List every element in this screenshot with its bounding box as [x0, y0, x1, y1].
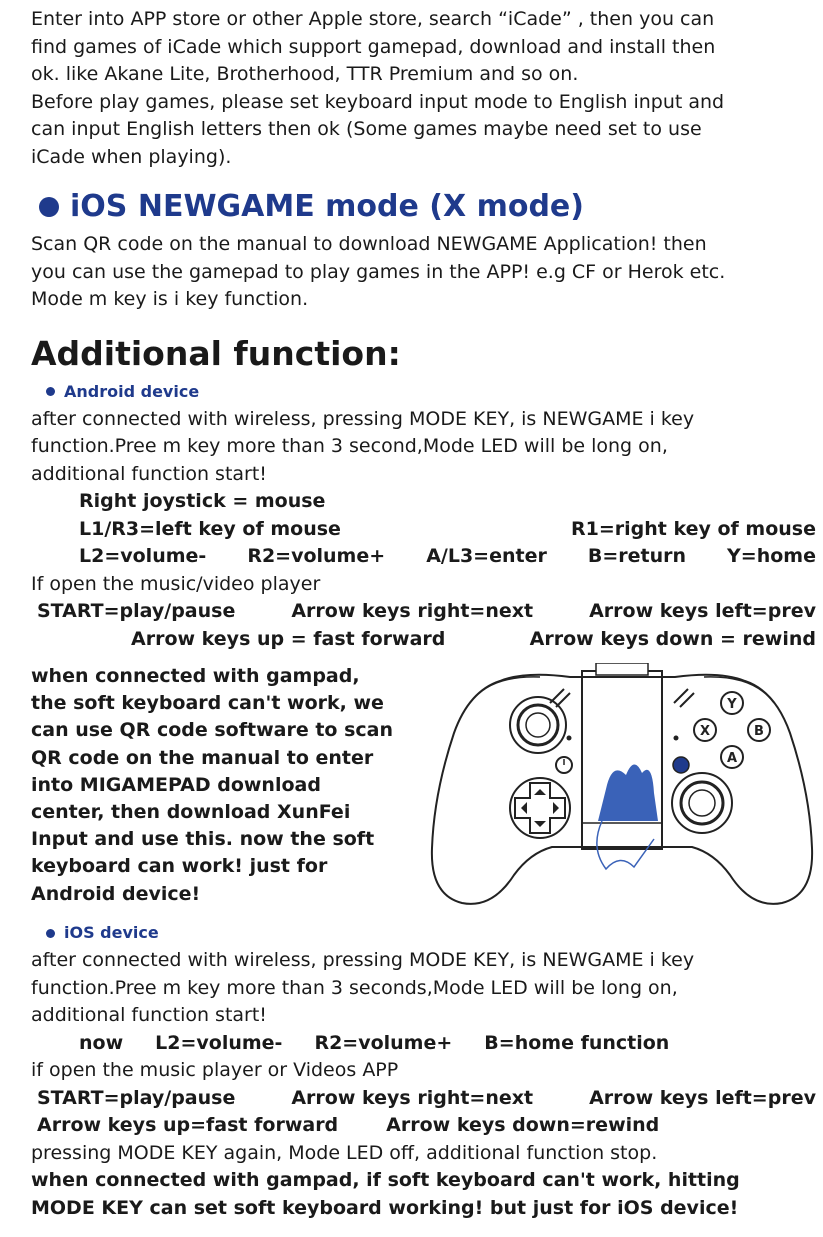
l2-mapping: L2=volume-: [79, 545, 207, 567]
ios-mode-paragraph: [31, 231, 816, 314]
ios-l2-mapping: L2=volume-: [155, 1031, 283, 1054]
right-indicator-icon: [674, 689, 694, 707]
button-b-label: B: [754, 724, 764, 739]
ios-r2-mapping: R2=volume+: [314, 1031, 453, 1054]
android-player-row-2: [31, 626, 816, 654]
keyboard-note-line: into MIGAMEPAD download: [31, 773, 321, 796]
gamepad-icon: [430, 663, 815, 908]
ios-arrow-left-mapping: Arrow keys left=prev: [589, 1086, 816, 1109]
left-indicator-icon: [550, 689, 570, 707]
r2-mapping: R2=volume+: [247, 545, 386, 567]
arrow-right-mapping: Arrow keys right=next: [291, 600, 534, 622]
ios-mode-line: Scan QR code on the manual to download NEWGAME Application! then: [31, 233, 707, 255]
ios-line: function.Pree m key more than 3 seconds,Mode LED will be long on,: [31, 976, 678, 999]
android-line: after connected with wireless, pressing MODE KEY, is NEWGAME i key: [31, 407, 695, 430]
arrow-up-mapping: Arrow keys up = fast forward: [131, 627, 446, 650]
volume-mapping-row: [31, 543, 816, 571]
ios-player-note: if open the music player or Videos APP: [31, 1059, 399, 1081]
intro-line: can input English letters then ok (Some games maybe need set to use: [31, 118, 702, 140]
android-line: additional function start!: [31, 462, 267, 485]
arrow-left-mapping: Arrow keys left=prev: [589, 600, 816, 622]
ios-mode-line: you can use the gamepad to play games in the APP! e.g CF or Herok etc.: [31, 260, 726, 283]
ios-arrow-up-mapping: Arrow keys up=fast forward: [37, 1114, 339, 1136]
intro-line: find games of iCade which support gamepad, download and install then: [31, 35, 716, 58]
right-joystick-center: [689, 790, 715, 816]
manual-page: [31, 6, 816, 1222]
start-mapping: START=play/pause: [37, 600, 236, 622]
keyboard-note-line: center, then download XunFei: [31, 801, 351, 824]
b-mapping: B=return: [587, 545, 687, 567]
intro-line: Before play games, please set keyboard input mode to English input and: [31, 90, 725, 113]
keyboard-note-line: can use QR code software to scan: [31, 719, 394, 742]
ios-player-row: [31, 1085, 816, 1113]
ios-volume-row: [31, 1030, 816, 1058]
ios-mode-heading: [31, 189, 816, 225]
intro-line: ok. like Akane Lite, Brotherhood, TTR Premium and so on.: [31, 63, 579, 85]
android-paragraph: [31, 406, 816, 489]
mode-button: [673, 757, 689, 773]
y-mapping: Y=home: [727, 545, 816, 567]
button-y-label: Y: [727, 697, 737, 712]
dpad-arrows-icon: [521, 789, 559, 827]
controller-illustration: [421, 663, 816, 913]
hand-outline: [597, 821, 654, 869]
ios-arrow-down-mapping: Arrow keys down=rewind: [386, 1114, 660, 1136]
additional-function-heading: Additional function:: [31, 333, 401, 373]
arrow-down-mapping: Arrow keys down = rewind: [529, 627, 816, 650]
bullet-icon: [39, 197, 59, 217]
ios-line: after connected with wireless, pressing MODE KEY, is NEWGAME i key: [31, 949, 695, 971]
ios-line: additional function start!: [31, 1004, 267, 1026]
dpad-ring: [510, 778, 570, 838]
intro-paragraph: [31, 6, 816, 171]
keyboard-note-line: keyboard can work! just for: [31, 855, 328, 878]
ios-paragraph: [31, 947, 816, 1030]
button-x-label: X: [699, 724, 711, 739]
left-joystick-center: [526, 713, 550, 737]
ios-final-line: when connected with gampad, if soft keyboard can't work, hitting: [31, 1169, 740, 1191]
android-key-map: [31, 488, 816, 653]
ios-device-heading-text: iOS device: [64, 923, 159, 942]
intro-line: Enter into APP store or other Apple store, search “iCade” , then you can: [31, 8, 715, 30]
android-device-heading-text: Android device: [64, 381, 200, 401]
keyboard-note-line: when connected with gampad,: [31, 665, 360, 687]
ios-arrow-right-mapping: Arrow keys right=next: [291, 1086, 534, 1109]
phone-clip: [596, 663, 648, 675]
ios-player-row-2: [31, 1112, 816, 1140]
bullet-icon: [46, 387, 55, 396]
keyboard-note-line: Android device!: [31, 882, 201, 905]
ios-start-mapping: START=play/pause: [37, 1086, 236, 1109]
bullet-icon: [46, 929, 55, 938]
android-player-note: If open the music/video player: [31, 572, 321, 595]
android-device-heading: [31, 380, 816, 404]
mouse-mapping-row: [31, 516, 816, 544]
keyboard-note: [31, 663, 421, 908]
a-l3-mapping: A/L3=enter: [426, 545, 547, 567]
right-joystick-cap: [681, 782, 723, 824]
keyboard-note-line: QR code on the manual to enter: [31, 746, 374, 769]
button-a-label: A: [726, 751, 738, 766]
now-label: now: [79, 1031, 124, 1054]
intro-line: iCade when playing).: [31, 145, 232, 168]
keyboard-note-section: [31, 663, 816, 913]
left-joystick-cap: [518, 705, 558, 745]
l1-r3-mapping: L1/R3=left key of mouse: [79, 517, 341, 540]
ios-stop-note: pressing MODE KEY again, Mode LED off, additional function stop.: [31, 1141, 658, 1164]
right-joystick-mapping: Right joystick = mouse: [79, 490, 326, 512]
android-line: function.Pree m key more than 3 second,Mode LED will be long on,: [31, 435, 668, 457]
ios-mode-line: Mode m key is i key function.: [31, 288, 309, 310]
hand-graphic: [598, 764, 658, 821]
ios-mode-heading-text: iOS NEWGAME mode (X mode): [70, 189, 584, 224]
r1-mapping: R1=right key of mouse: [571, 517, 816, 540]
ios-b-mapping: B=home function: [484, 1031, 670, 1054]
keyboard-note-line: Input and use this. now the soft: [31, 828, 375, 851]
keyboard-note-line: the soft keyboard can't work, we: [31, 692, 384, 715]
start-dot: [674, 736, 679, 741]
ios-device-heading: [31, 921, 816, 945]
android-player-row: [31, 598, 816, 626]
select-dot: [567, 736, 572, 741]
ios-final-line: MODE KEY can set soft keyboard working! but just for iOS device!: [31, 1196, 739, 1219]
